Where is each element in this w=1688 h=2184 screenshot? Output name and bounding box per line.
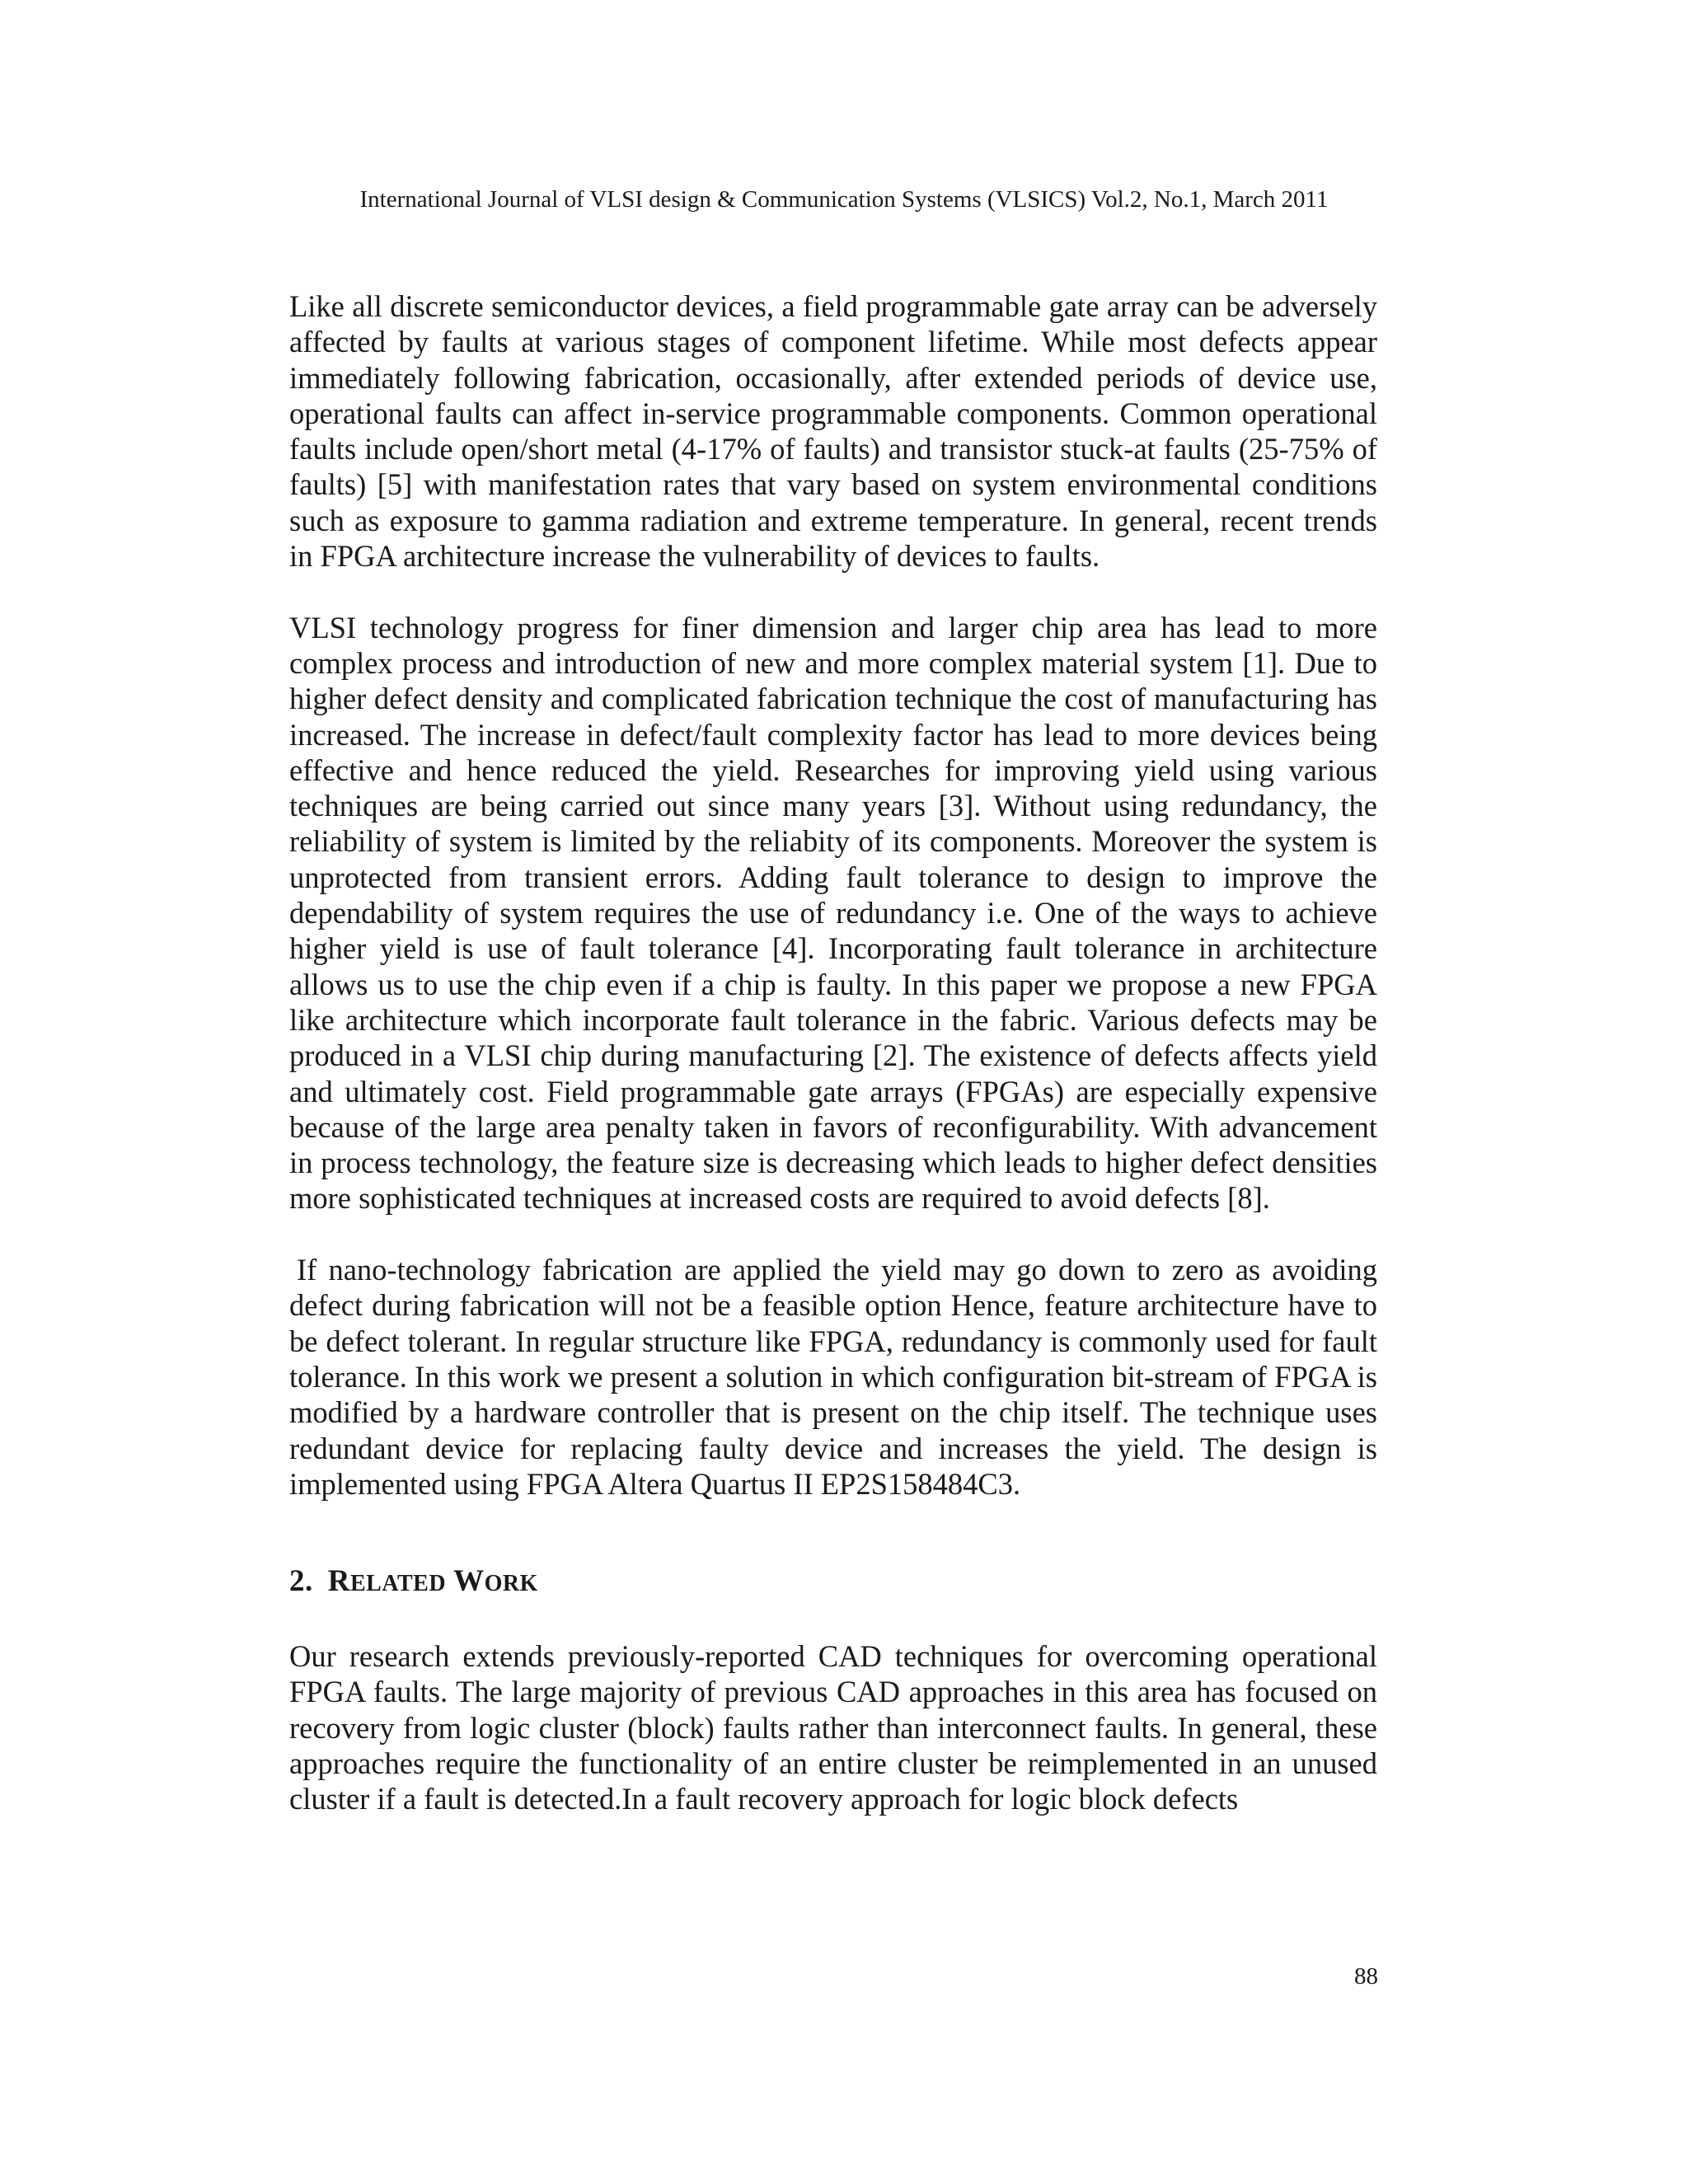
page-number: 88 (1354, 1963, 1378, 1990)
paragraph-vlsi-progress: VLSI technology progress for finer dimension and larger chip area has lead to more complex process and introduction of new and more complex material system [1]. Due to higher defect density and complicated fabrication technique the cost of manufacturing has increased. The increase in defect/fault complexity factor has lead to more devices being effective and hence reduced the yield. Researches for improving yield using various techniques are being carried out since many years [3]. Without using redundancy, the reliability of system is limited by the reliabity of its components. Moreover the system is unprotected from transient errors. Adding fault tolerance to design to improve the dependability of system requires the use of redundancy i.e. One of the ways to achieve higher yield is use of fault tolerance [4]. Incorporating fault tolerance in architecture allows us to use the chip even if a chip is faulty. In this paper we propose a new FPGA like architecture which incorporate fault tolerance in the fabric. Various defects may be produced in a VLSI chip during manufacturing [2]. The existence of defects affects yield and ultimately cost. Field programmable gate arrays (FPGAs) are especially expensive because of the large area penalty taken in favors of reconfigurability. With advancement in process technology, the feature size is decreasing which leads to higher defect densities more sophisticated techniques at increased costs are required to avoid defects [8]. (289, 610, 1377, 1216)
body-text (289, 288, 1377, 1817)
section-heading-related-work (289, 1563, 1377, 1602)
section-title-initial: R (327, 1564, 350, 1599)
section-title-initial: W (453, 1564, 485, 1599)
paragraph-nano-technology: If nano-technology fabrication are applied the yield may go down to zero as avoiding defect during fabrication will not be a feasible option Hence, feature architecture have to be defect tolerant. In regular structure like FPGA, redundancy is commonly used for fault tolerance. In this work we present a solution in which configuration bit-stream of FPGA is modified by a hardware controller that is present on the chip itself. The technique uses redundant device for replacing faulty device and increases the yield. The design is implemented using FPGA Altera Quartus II EP2S158484C3. (289, 1253, 1377, 1501)
section-title-rest: ORK (484, 1571, 538, 1597)
section-number: 2. (289, 1564, 313, 1599)
section-title-rest: ELATED (349, 1571, 447, 1597)
paragraph-fpga-faults: Like all discrete semiconductor devices, a field programmable gate array can be adversely affected by faults at various stages of component lifetime. While most defects appear immediately following fabrication, occasionally, after extended periods of device use, operational faults can affect in-service programmable components. Common operational faults include open/short metal (4-17% of faults) and transistor stuck-at faults (25-75% of faults) [5] with manifestation rates that vary based on system environmental conditions such as exposure to gamma radiation and extreme temperature. In general, recent trends in FPGA architecture increase the vulnerability of devices to faults. (289, 289, 1377, 574)
section-title-word-work (453, 1564, 538, 1598)
paragraph-related-work: Our research extends previously-reported CAD techniques for overcoming operational FPGA faults. The large majority of previous CAD approaches in this area has focused on recovery from logic cluster (block) faults rather than interconnect faults. In general, these approaches require the functionality of an entire cluster be reimplemented in an unused cluster if a fault is detected.In a fault recovery approach for logic block defects (289, 1639, 1377, 1816)
running-header: International Journal of VLSI design & Communication Systems (VLSICS) Vol.2, No.1, March 2011 (359, 186, 1329, 213)
section-title-word-related (328, 1564, 446, 1598)
